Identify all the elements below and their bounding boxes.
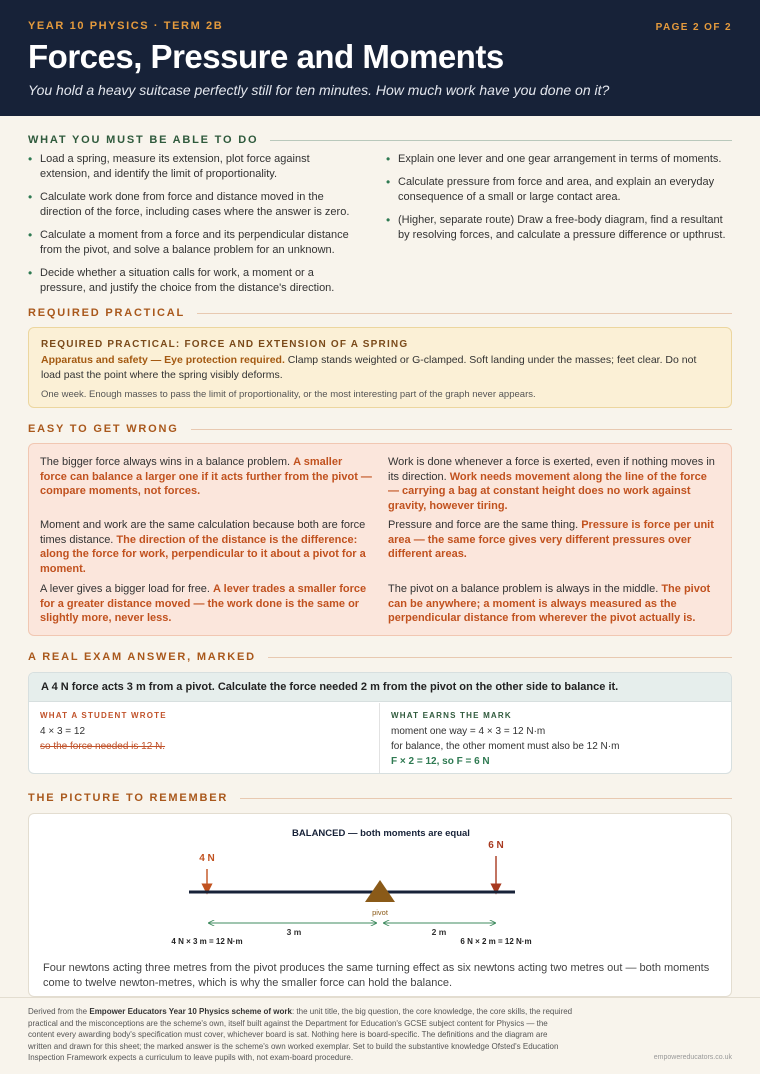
skills-left-column [28, 152, 360, 304]
misconception-item: The bigger force always wins in a balance problem. A smaller force can balance a larger one if it acts further from the pivot — compare moments, not forces. [40, 456, 372, 497]
student-wrong-line: so the force needed is 12 N. [40, 741, 166, 752]
skill-item: • (Higher, separate route) Draw a free-body diagram, find a resultant by resolving forces, and calculate a pressure difference or upthrust. [386, 213, 732, 243]
misconception-item: The pivot on a balance problem is always in the middle. The pivot can be anywhere; a moment is always measured as the perpendicular distance from wherever the pivot actually is. [388, 583, 711, 624]
page-title: Forces, Pressure and Moments [28, 38, 504, 75]
right-distance-label: 2 m [431, 927, 447, 937]
practical-box [28, 327, 732, 408]
practical-safety-lead: Apparatus and safety — Eye protection required. [41, 354, 285, 366]
misconceptions-heading: EASY TO GET WRONG [28, 423, 732, 435]
exam-answer-box [28, 672, 732, 774]
footer-source: Empower Educators Year 10 Physics scheme of work [89, 1007, 292, 1016]
footer-url: empowereducators.co.uk [653, 1054, 732, 1061]
misconception-item: A lever gives a bigger load for free. A lever trades a smaller force for a greater distance moved — the work done is the same or slightly more, never less. [40, 583, 367, 624]
page-footer [0, 997, 760, 1074]
mark-scheme-heading: WHAT EARNS THE MARK [391, 711, 512, 720]
pivot-label: pivot [372, 908, 388, 917]
skill-item: • Load a spring, measure its extension, plot force against extension, and identify the limit of proportionality. [28, 152, 360, 182]
page-header [0, 0, 760, 116]
skill-item: • Calculate work done from force and distance moved in the direction of the force, including cases where the answer is zero. [28, 190, 360, 220]
practical-title: REQUIRED PRACTICAL: FORCE AND EXTENSION OF A SPRING [41, 339, 409, 350]
mark-line: for balance, the other moment must also be 12 N·m [391, 741, 620, 752]
left-moment-label: 4 N × 3 m = 12 N·m [171, 937, 243, 946]
skill-item: • Calculate pressure from force and area, and explain an everyday consequence of a small or large contact area. [386, 175, 732, 205]
practical-body [41, 353, 719, 383]
moments-diagram-box [28, 813, 732, 997]
misconception-item: Pressure and force are the same thing. Pressure is force per unit area — the same force gives very different pressures over different areas. [388, 519, 714, 560]
exam-heading: A REAL EXAM ANSWER, MARKED [28, 651, 732, 663]
skill-item: • Decide whether a situation calls for work, a moment or a pressure, and justify the choice from the distance's direction. [28, 266, 360, 296]
big-question: You hold a heavy suitcase perfectly still for ten minutes. How much work have you done on it? [28, 82, 610, 98]
unit-kicker: YEAR 10 PHYSICS · TERM 2B [28, 20, 224, 32]
exam-question: A 4 N force acts 3 m from a pivot. Calculate the force needed 2 m from the pivot on the other side to balance it. [29, 673, 731, 702]
footer-attribution: Derived from the Empower Educators Year 10 Physics scheme of work: the unit title, the big question, the core knowledge, the core skills, the required practical and the misconceptions are the scheme's own, itself built against the Department for Education's GCSE subject content for Physics — the content every awarding body's specification must cover, whichever board is sat. Nothing here is board-specific. The definitions and the diagram are written and drawn for this sheet; the marked answer is the scheme's own worked exemplar. Set to build the substantive knowledge Ofsted's Education Inspection Framework expects a curriculum to leave pupils with, not exam-board procedure. [28, 1007, 573, 1062]
left-distance-label: 3 m [286, 927, 302, 937]
misconception-item: Moment and work are the same calculation because both are force times distance. The direction of the distance is the difference: along the force for work, perpendicular to it about a pivot for a moment. [40, 519, 366, 575]
skills-list [28, 152, 732, 304]
student-answer-heading: WHAT A STUDENT WROTE [40, 711, 167, 720]
skill-item: • Calculate a moment from a force and its perpendicular distance from the pivot, and solve a balance problem for an unknown. [28, 228, 360, 258]
mark-scheme [380, 703, 731, 773]
left-force-label: 4 N [199, 853, 215, 864]
mark-final-line: F × 2 = 12, so F = 6 N [391, 756, 490, 767]
mark-line: moment one way = 4 × 3 = 12 N·m [391, 726, 546, 737]
skills-heading: WHAT YOU MUST BE ABLE TO DO [28, 134, 732, 146]
page-label: PAGE 2 OF 2 [655, 22, 732, 33]
student-line: 4 × 3 = 12 [40, 726, 86, 737]
diagram-title: BALANCED — both moments are equal [292, 828, 470, 839]
misconceptions-box [28, 443, 732, 636]
skill-item: • Explain one lever and one gear arrangement in terms of moments. [386, 152, 732, 167]
practical-note: One week. Enough masses to pass the limit of proportionality, or the most interesting part of the graph never appears. [41, 389, 536, 400]
student-answer [29, 703, 380, 773]
right-force-label: 6 N [488, 840, 504, 851]
skills-right-column [386, 152, 732, 304]
misconception-item: Work is done whenever a force is exerted, even if nothing moves in its direction. Work needs movement along the line of the force — carrying a bag at constant height does no work against gravity, however tiring. [388, 456, 715, 512]
diagram-caption: Four newtons acting three metres from the pivot produces the same turning effect as six newtons acting two metres out — both moments come to twelve newton-metres, which is why the smaller force can hold the balance. [43, 962, 710, 989]
practical-heading: REQUIRED PRACTICAL [28, 307, 732, 319]
right-moment-label: 6 N × 2 m = 12 N·m [460, 937, 532, 946]
picture-heading: THE PICTURE TO REMEMBER [28, 792, 732, 804]
practical-safety-text: Clamp stands weighted or G-clamped. Soft landing under the masses; feet clear. Do not load past the point where the spring visibly deforms. [41, 354, 697, 381]
